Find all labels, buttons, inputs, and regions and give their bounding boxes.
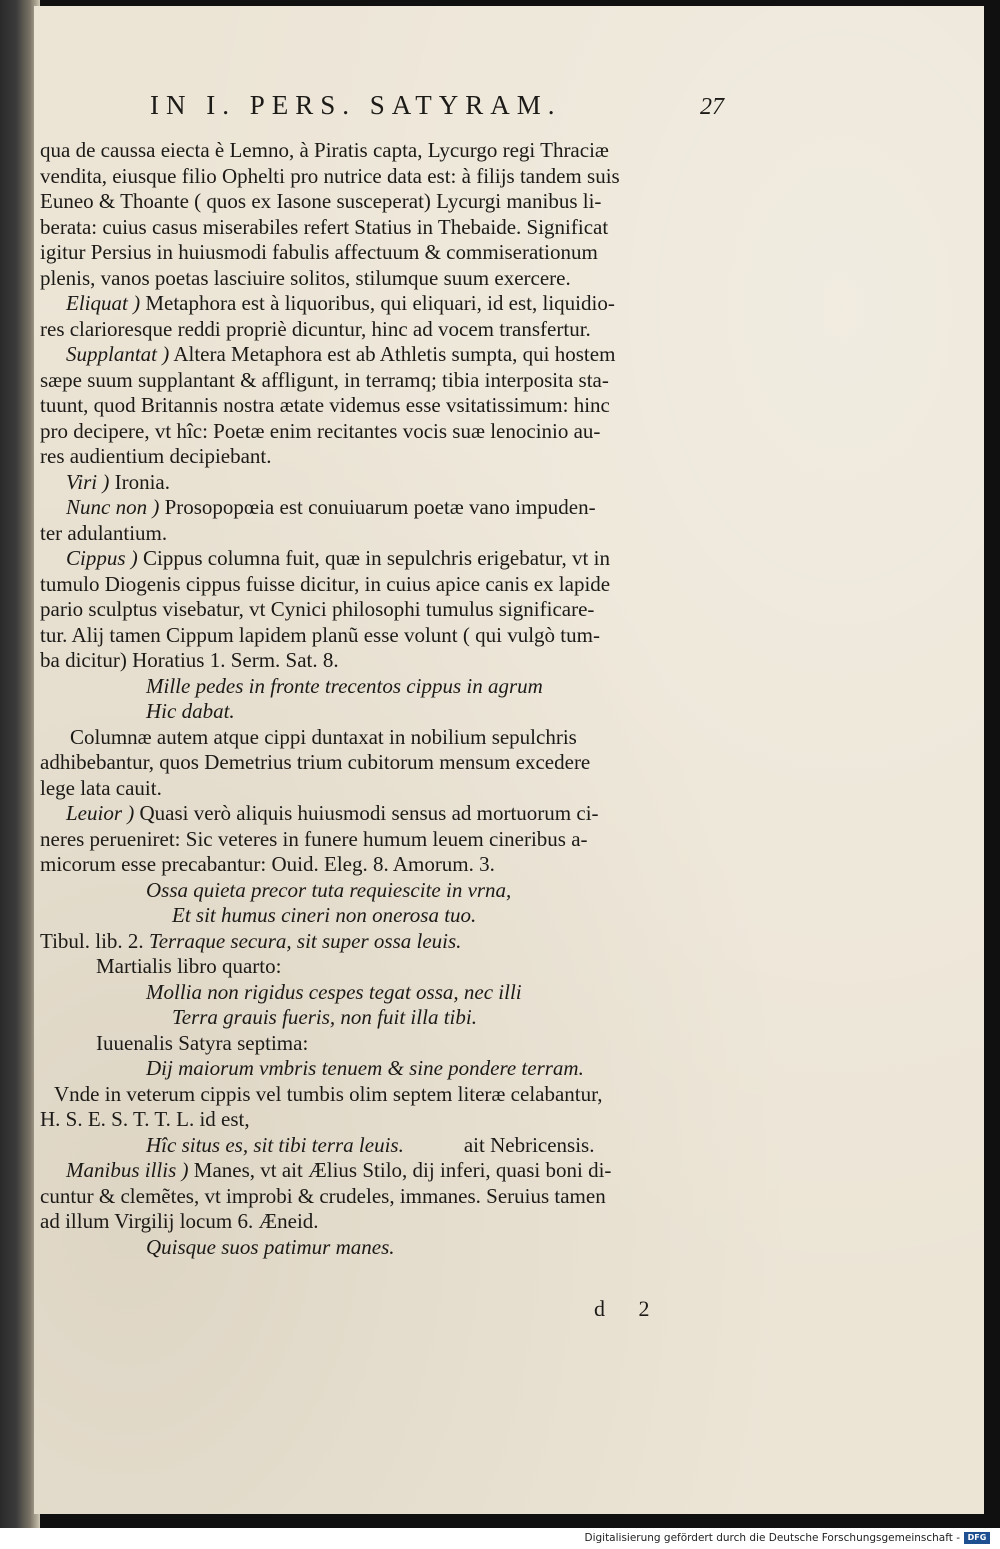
dfg-logo-icon: DFG: [964, 1532, 990, 1544]
text-line: berata: cuius casus miserabiles refert Statius in Thebaide. Significat: [40, 214, 609, 239]
signature-mark: d 2: [594, 1296, 664, 1321]
text-line: tuunt, quod Britannis nostra ætate videmus esse vsitatissimum: hinc: [40, 393, 610, 417]
text-line: [40, 1133, 720, 1159]
text-line: Martialis libro quarto:: [96, 954, 282, 978]
text-line: Vnde in veterum cippis vel tumbis olim septem literæ celabantur,: [54, 1081, 603, 1106]
lemma: Cippus ): [66, 546, 138, 570]
text-line: res clarioresque reddi propriè dicuntur, hinc ad vocem transfertur.: [40, 316, 591, 341]
lemma: Nunc non ): [66, 495, 160, 519]
gloss-text: Prosopopœia est conuiuarum poetæ vano impuden-: [159, 495, 596, 519]
text-line: Iuuenalis Satyra septima:: [96, 1030, 309, 1055]
text-line: igitur Persius in huiusmodi fabulis affectuum & commiserationum: [40, 240, 598, 264]
text-line: ba dicitur) Horatius 1. Serm. Sat. 8.: [40, 648, 339, 672]
text-line: plenis, vanos poetas lasciuire solitos, stilumque suum exercere.: [40, 265, 571, 290]
text-line: [40, 929, 720, 955]
text-line: pro decipere, vt hîc: Poetæ enim recitantes vocis suæ lenocinio au-: [40, 418, 601, 443]
verse-quotation: Hic dabat.: [146, 699, 235, 723]
gloss-text: Manes, vt ait Ælius Stilo, dij inferi, quasi boni di-: [188, 1158, 612, 1182]
text-line: [40, 1158, 720, 1184]
verse-quotation: Et sit humus cineri non onerosa tuo.: [172, 903, 477, 927]
verse-quotation: Terra grauis fueris, non fuit illa tibi.: [172, 1005, 477, 1029]
verse-quotation: Terraque secura, sit super ossa leuis.: [148, 928, 462, 953]
text-line: H. S. E. S. T. T. L. id est,: [40, 1107, 250, 1131]
gloss-text: Altera Metaphora est ab Athletis sumpta, qui hostem: [169, 342, 616, 366]
text-line: [40, 546, 720, 572]
verse-quotation: Quisque suos patimur manes.: [146, 1234, 395, 1259]
lemma: Manibus illis ): [66, 1158, 189, 1182]
text-line: [40, 495, 720, 521]
text-line: micorum esse precabantur: Ouid. Eleg. 8. Amorum. 3.: [40, 852, 495, 876]
text-line: [40, 801, 720, 827]
verse-quotation: Ossa quieta precor tuta requiescite in vrna,: [146, 877, 512, 902]
text-line: [40, 342, 720, 368]
text-line: sæpe suum supplantant & affligunt, in terramq; tibia interposita sta-: [40, 367, 609, 392]
verse-quotation: Hîc situs es, sit tibi terra leuis.: [146, 1132, 404, 1157]
citation-text: Tibul. lib. 2.: [40, 928, 149, 953]
text-line: Columnæ autem atque cippi duntaxat in nobilium sepulchris: [70, 724, 577, 749]
text-line: qua de caussa eiecta è Lemno, à Piratis capta, Lycurgo regi Thraciæ: [40, 138, 609, 162]
footer-bar: [0, 1528, 1000, 1549]
gloss-text: Ironia.: [109, 469, 171, 494]
text-line: [40, 291, 720, 317]
verse-quotation: Mollia non rigidus cespes tegat ossa, nec illi: [146, 979, 522, 1004]
funding-credit: Digitalisierung gefördert durch die Deutsche Forschungsgemeinschaft -: [584, 1532, 960, 1544]
text-line: ter adulantium.: [40, 520, 168, 545]
page-number: 27: [700, 94, 724, 120]
text-line: res audientium decipiebant.: [40, 444, 272, 468]
text-line: Euneo & Thoante ( quos ex Iasone susceperat) Lycurgi manibus li-: [40, 189, 602, 213]
gloss-text: Metaphora est à liquoribus, qui eliquari, id est, liquidio-: [140, 291, 615, 315]
lemma: Leuior ): [66, 801, 135, 825]
text-line: ad illum Virgilij locum 6. Æneid.: [40, 1209, 319, 1233]
text-line: adhibebantur, quos Demetrius trium cubitorum mensum excedere: [40, 750, 591, 774]
gloss-text: Quasi verò aliquis huiusmodi sensus ad mortuorum ci-: [134, 801, 599, 825]
text-line: tumulo Diogenis cippus fuisse dicitur, in cuius apice canis ex lapide: [40, 571, 611, 596]
running-head: IN I. PERS. SATYRAM.: [150, 90, 562, 120]
citation-text: ait Nebricensis.: [463, 1132, 595, 1157]
commentary-text: [40, 138, 720, 1260]
lemma: Viri ): [66, 469, 110, 494]
text-line: tur. Alij tamen Cippum lapidem planũ esse volunt ( qui vulgò tum-: [40, 622, 600, 647]
text-line: cuntur & clemẽtes, vt improbi & crudeles, immanes. Seruius tamen: [40, 1183, 606, 1208]
text-line: pario sculptus visebatur, vt Cynici philosophi tumulus significare-: [40, 597, 595, 621]
text-line: neres perueniret: Sic veteres in funere humum leuem cineribus a-: [40, 826, 588, 851]
lemma: Eliquat ): [66, 291, 141, 315]
verse-quotation: Mille pedes in fronte trecentos cippus in agrum: [146, 673, 543, 698]
gloss-text: Cippus columna fuit, quæ in sepulchris erigebatur, vt in: [137, 546, 610, 570]
verse-quotation: Dij maiorum vmbris tenuem & sine pondere terram.: [146, 1056, 584, 1080]
text-line: lege lata cauit.: [40, 775, 162, 800]
lemma: Supplantat ): [66, 342, 170, 366]
text-line: [40, 470, 720, 496]
book-page: [34, 6, 984, 1514]
text-line: vendita, eiusque filio Ophelti pro nutrice data est: à filijs tandem suis: [40, 163, 620, 188]
